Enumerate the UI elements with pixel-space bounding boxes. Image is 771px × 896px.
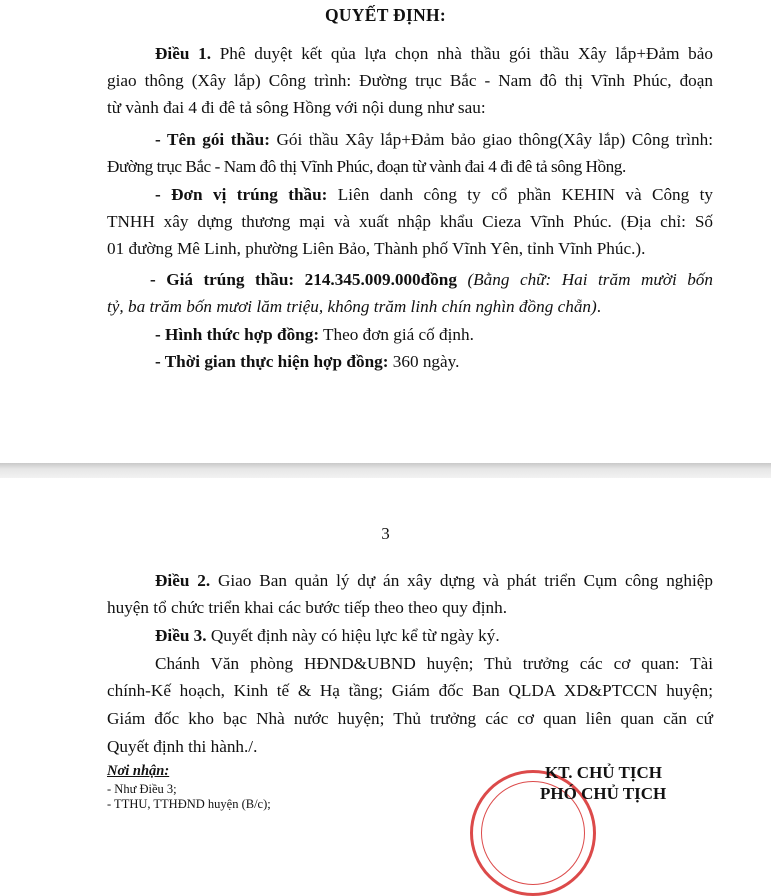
article-1-label: Điều 1. [155,44,212,63]
article-3-label: Điều 3. [155,626,207,645]
contract-duration-label: - Thời gian thực hiện hợp đồng: [155,352,389,371]
executors-line-2: chính-Kế hoạch, Kinh tế & Hạ tầng; Giám đốc Ban QLDA XD&PTCCN huyện; [107,681,713,700]
page-number: 3 [381,524,390,543]
executors-line-4: Quyết định thi hành./. [107,737,258,756]
recipients-title: Nơi nhận: [107,763,170,779]
page-separator [0,463,771,478]
executors-line-1: Chánh Văn phòng HĐND&UBND huyện; Thủ trưởng các cơ quan: Tài [155,654,713,673]
winning-price-label: - Giá trúng thầu: 214.345.009.000đồng [150,270,457,289]
article-1-line-3: từ vành đai 4 đi đê tả sông Hồng với nội dung như sau: [107,98,486,117]
decision-heading: QUYẾT ĐỊNH: [324,5,447,25]
winning-bidder-line-1: - Đơn vị trúng thầu: Liên danh công ty cổ phần KEHIN và Công ty [155,185,713,204]
executors-line-3: Giám đốc kho bạc Nhà nước huyện; Thủ trưởng các cơ quan liên quan căn cứ [107,709,713,728]
package-name-label: - Tên gói thầu: [155,130,270,149]
article-2-line-2: huyện tổ chức triển khai các bước tiếp theo theo quy định. [107,598,507,617]
package-name-line-2: Đường trục Bắc - Nam đô thị Vĩnh Phúc, đoạn từ vành đai 4 đi đê tả sông Hồng. [107,157,626,176]
contract-type-line: - Hình thức hợp đồng: Theo đơn giá cố định. [155,325,474,344]
contract-type-label: - Hình thức hợp đồng: [155,325,320,344]
recipient-item: - Như Điều 3; [107,782,177,796]
article-1-line-1: Điều 1. Phê duyệt kết qủa lựa chọn nhà thầu gói thầu Xây lắp+Đảm bảo [155,44,713,63]
winning-price-line-1: - Giá trúng thầu: 214.345.009.000đồng (Bằng chữ: Hai trăm mười bốn [150,270,713,289]
signature-title-line-1: KT. CHỦ TỊCH [545,763,662,782]
article-2-label: Điều 2. [155,571,211,590]
article-1-line-2: giao thông (Xây lắp) Công trình: Đường trục Bắc - Nam đô thị Vĩnh Phúc, đoạn [107,71,713,90]
winning-bidder-label: - Đơn vị trúng thầu: [155,185,328,204]
winning-bidder-line-2: TNHH xây dựng thương mại và xuất nhập khẩu Cieza Vĩnh Phúc. (Địa chỉ: Số [107,212,713,231]
winning-bidder-line-3: 01 đường Mê Linh, phường Liên Bảo, Thành phố Vĩnh Yên, tỉnh Vĩnh Phúc.). [107,239,646,258]
package-name-line-1: - Tên gói thầu: Gói thầu Xây lắp+Đảm bảo giao thông(Xây lắp) Công trình: [155,130,713,149]
contract-duration-line: - Thời gian thực hiện hợp đồng: 360 ngày. [155,352,460,371]
recipient-item: - TTHU, TTHĐND huyện (B/c); [107,797,271,811]
article-3-line-1: Điều 3. Quyết định này có hiệu lực kể từ ngày ký. [155,626,500,645]
signature-title-line-2: PHÓ CHỦ TỊCH [540,784,667,803]
article-2-line-1: Điều 2. Giao Ban quản lý dự án xây dựng và phát triển Cụm công nghiệp [155,571,713,590]
winning-price-line-2: tỷ, ba trăm bốn mươi lăm triệu, không trăm linh chín nghìn đồng chẵn). [107,297,602,316]
